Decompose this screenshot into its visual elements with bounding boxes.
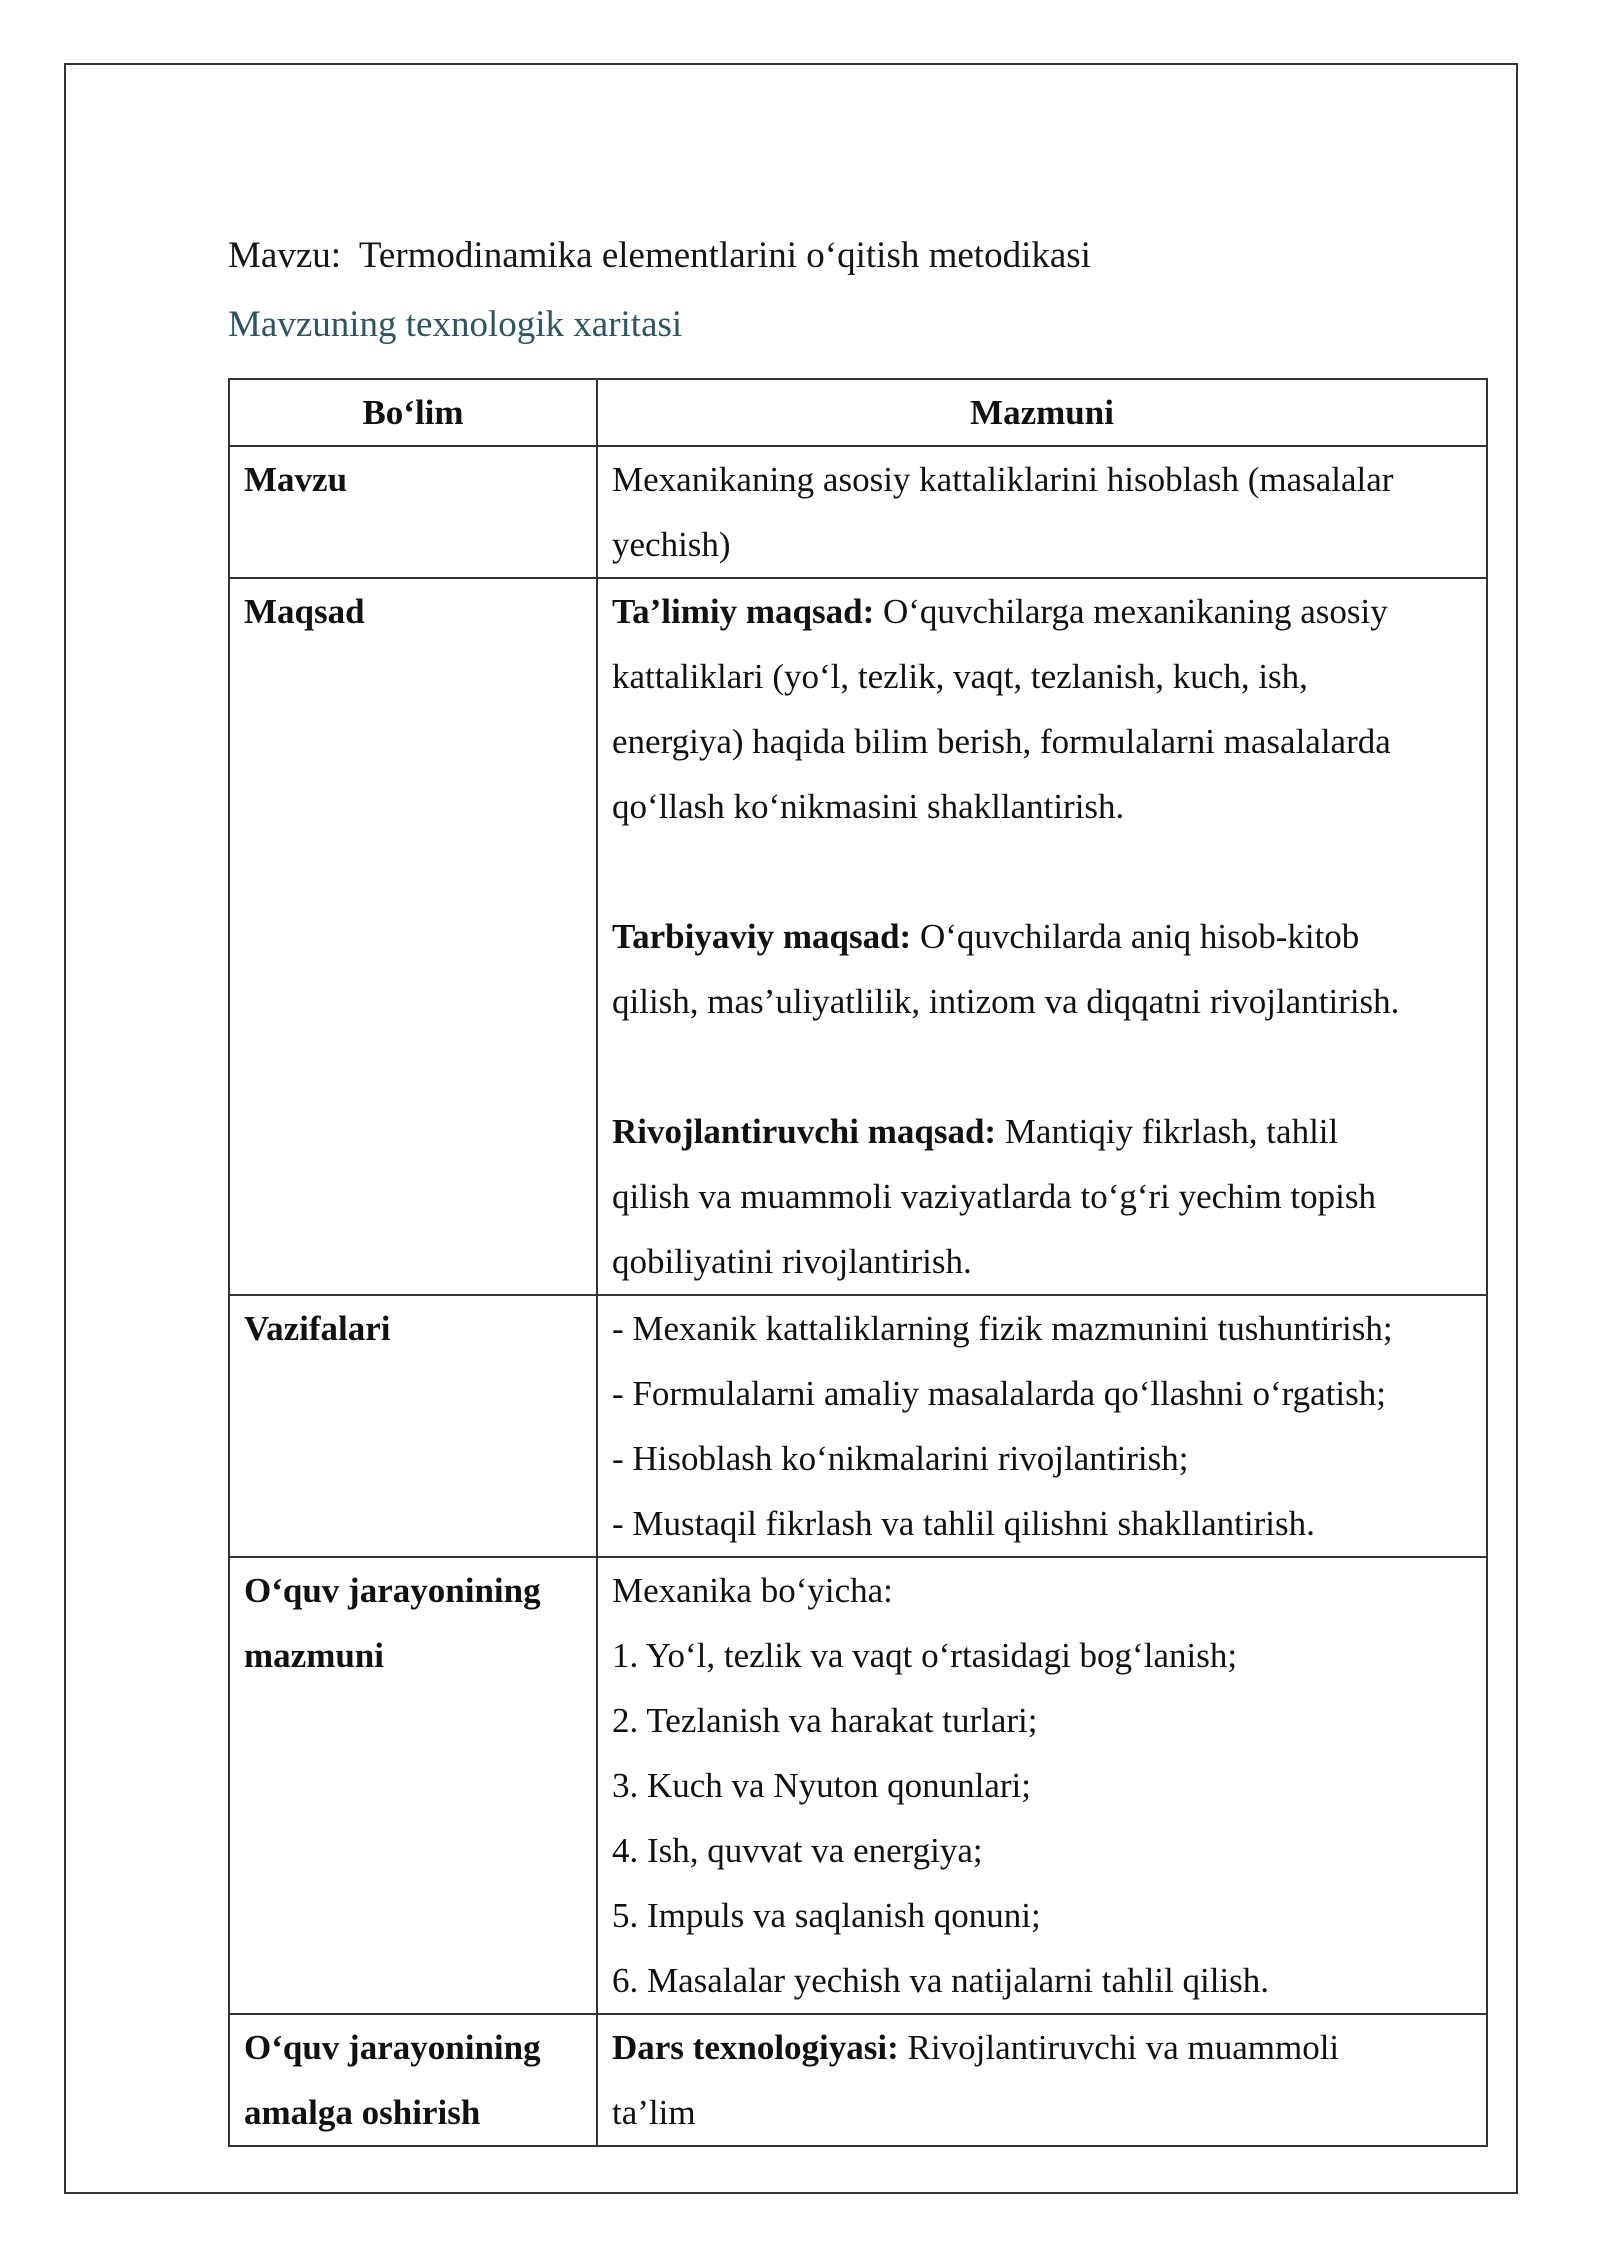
list-item: 6. Masalalar yechish va natijalarni tahlil qilish.	[612, 1961, 1270, 2000]
list-item: 4. Ish, quvvat va energiya;	[612, 1831, 983, 1870]
table-row	[229, 1557, 1487, 2014]
section-label: amalga oshirish	[244, 2093, 481, 2132]
section-cell	[229, 1557, 597, 2014]
list-item: 5. Impuls va saqlanish qonuni;	[612, 1896, 1041, 1935]
content-line: qo‘llash ko‘nikmasini shakllantirish.	[612, 787, 1125, 826]
section-cell	[229, 1295, 597, 1557]
section-label: Mavzu	[244, 460, 348, 499]
goal-paragraph	[612, 1099, 1472, 1164]
goal-text: O‘quvchilarga mexanikaning asosiy	[874, 592, 1388, 631]
goal-paragraph	[612, 904, 1472, 969]
table-row	[229, 1295, 1487, 1557]
content-line: qilish va muammoli vaziyatlarda to‘g‘ri yechim topish	[612, 1177, 1376, 1216]
content-line: Mexanika bo‘yicha:	[612, 1571, 893, 1610]
goal-text: Mantiqiy fikrlash, tahlil	[996, 1112, 1339, 1151]
section-label: O‘quv jarayonining	[244, 2028, 541, 2067]
column-header-content: Mazmuni	[597, 379, 1487, 446]
content-cell	[597, 2014, 1487, 2146]
content-line: ta’lim	[612, 2093, 696, 2132]
goal-text: O‘quvchilarda aniq hisob-kitob	[911, 917, 1360, 956]
section-label: Maqsad	[244, 592, 365, 631]
list-item: 2. Tezlanish va harakat turlari;	[612, 1701, 1038, 1740]
section-label: O‘quv jarayonining	[244, 1571, 541, 1610]
table-row	[229, 578, 1487, 1295]
content-line: Mexanikaning asosiy kattaliklarini hisoblash (masalalar	[612, 460, 1394, 499]
content-line: kattaliklari (yo‘l, tezlik, vaqt, tezlanish, kuch, ish,	[612, 657, 1308, 696]
column-header-section: Bo‘lim	[229, 379, 597, 446]
section-cell	[229, 578, 597, 1295]
content-cell	[597, 578, 1487, 1295]
content-cell	[597, 1295, 1487, 1557]
technology-map-table	[228, 378, 1488, 2147]
task-item: - Formulalarni amaliy masalalarda qo‘llashni o‘rgatish;	[612, 1374, 1386, 1413]
topic-line	[228, 228, 1091, 284]
table-header-row	[229, 379, 1487, 446]
goal-paragraph	[612, 579, 1472, 644]
task-item: - Mexanik kattaliklarning fizik mazmunini tushuntirish;	[612, 1309, 1393, 1348]
section-cell	[229, 446, 597, 578]
document-subtitle: Mavzuning texnologik xaritasi	[228, 304, 683, 345]
content-line: qilish, mas’uliyatlilik, intizom va diqqatni rivojlantirish.	[612, 982, 1400, 1021]
section-label: mazmuni	[244, 1636, 384, 1675]
task-item: - Mustaqil fikrlash va tahlil qilishni shakllantirish.	[612, 1504, 1315, 1543]
content-line: yechish)	[612, 525, 731, 564]
goal-label: Tarbiyaviy maqsad:	[612, 917, 912, 956]
list-item: 3. Kuch va Nyuton qonunlari;	[612, 1766, 1031, 1805]
table-row	[229, 446, 1487, 578]
content-line: qobiliyatini rivojlantirish.	[612, 1242, 972, 1281]
goal-label: Ta’limiy maqsad:	[612, 592, 875, 631]
content-cell	[597, 446, 1487, 578]
paragraph-gap	[612, 1034, 1472, 1099]
technology-paragraph	[612, 2015, 1472, 2080]
paragraph-gap	[612, 839, 1472, 904]
task-item: - Hisoblash ko‘nikmalarini rivojlantirish;	[612, 1439, 1189, 1478]
topic-label: Mavzu:	[228, 235, 342, 276]
list-item: 1. Yo‘l, tezlik va vaqt o‘rtasidagi bog‘lanish;	[612, 1636, 1238, 1675]
content-cell	[597, 1557, 1487, 2014]
table-row	[229, 2014, 1487, 2146]
section-cell	[229, 2014, 597, 2146]
section-label: Vazifalari	[244, 1309, 391, 1348]
goal-label: Rivojlantiruvchi maqsad:	[612, 1112, 997, 1151]
topic-value: Termodinamika elementlarini o‘qitish metodikasi	[358, 235, 1091, 276]
technology-text: Rivojlantiruvchi va muammoli	[898, 2028, 1340, 2067]
technology-label: Dars texnologiyasi:	[612, 2028, 899, 2067]
content-line: energiya) haqida bilim berish, formulalarni masalalarda	[612, 722, 1391, 761]
